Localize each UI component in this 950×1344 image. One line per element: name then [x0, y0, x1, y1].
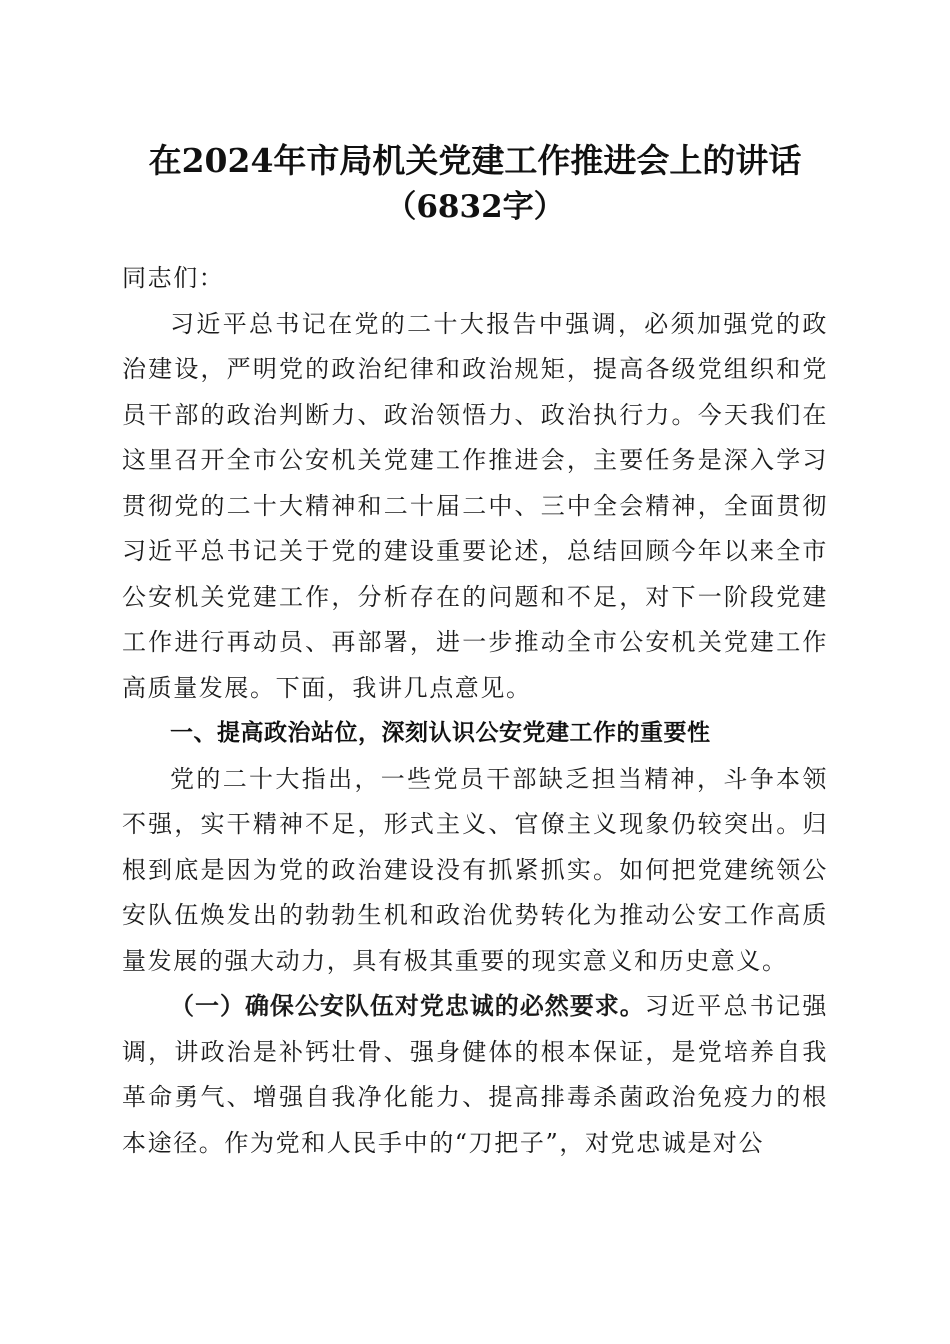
subsection-heading-1: （一）确保公安队伍对党忠诚的必然要求。	[170, 992, 645, 1020]
section-heading-1: 一、提高政治站位，深刻认识公安党建工作的重要性	[170, 720, 711, 746]
subsection-1-text: 习近平总书记强调，讲政治是补钙壮骨、强身健体的根本保证，是党培养自我革命勇气、增强自我净化能力、提高排毒杀菌政治免疫力的根本途径。作为党和人民手中的“刀把子”，对党忠诚是对公	[122, 992, 829, 1157]
paragraph-intro: 习近平总书记在党的二十大报告中强调，必须加强党的政治建设，严明党的政治纪律和政治规矩，提高各级党组织和党员干部的政治判断力、政治领悟力、政治执行力。今天我们在这里召开全市公安机关党建工作推进会，主要任务是深入学习贯彻党的二十大精神和二十届二中、三中全会精神，全面贯彻习近平总书记关于党的建设重要论述，总结回顾今年以来全市公安机关党建工作，分析存在的问题和不足，对下一阶段党建工作进行再动员、再部署，进一步推动全市公安机关党建工作高质量发展。下面，我讲几点意见。	[122, 309, 828, 702]
document-title	[0, 138, 950, 230]
paragraph-section-1: 党的二十大指出，一些党员干部缺乏担当精神，斗争本领不强，实干精神不足，形式主义、官僚主义现象仍较突出。归根到底是因为党的政治建设没有抓紧抓实。如何把党建统领公安队伍焕发出的勃勃生机和政治优势转化为推动公安工作高质量发展的强大动力，具有极其重要的现实意义和历史意义。	[122, 764, 828, 975]
document-body	[122, 256, 828, 1166]
title-line-wordcount: （6832字）	[385, 189, 565, 225]
title-line-main: 在2024年市局机关党建工作推进会上的讲话	[148, 141, 802, 180]
paragraph-subsection-1	[122, 984, 828, 1166]
salutation: 同志们：	[122, 264, 225, 292]
